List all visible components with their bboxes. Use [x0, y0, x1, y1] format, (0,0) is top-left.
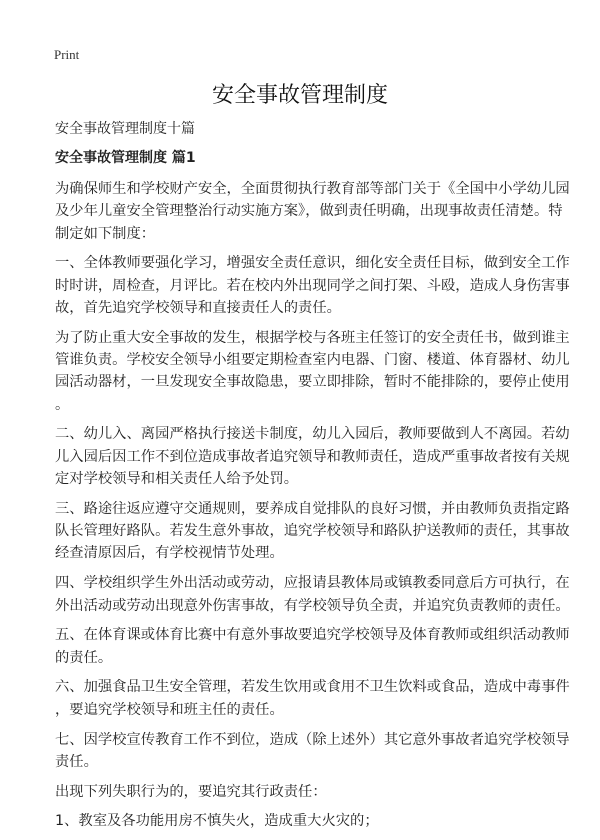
section-heading: 安全事故管理制度 篇1 — [55, 150, 196, 166]
paragraph-line: 及少年儿童安全管理整治行动实施方案》，做到责任明确，出现事故责任清楚。特 — [55, 203, 563, 220]
paragraph — [55, 572, 570, 617]
document-subtitle: 安全事故管理制度十篇 — [55, 121, 195, 137]
paragraph-line: 三、路途往返应遵守交通规则，要养成自觉排队的良好习惯，并由教师负责指定路 — [55, 500, 570, 517]
paragraph-line: 时时讲，周检查，月评比。若在校内外出现同学之间打架、斗殴，造成人身伤害事 — [55, 277, 570, 294]
paragraph-list — [55, 178, 570, 833]
paragraph — [55, 781, 555, 803]
paragraph-line: 制定如下制度： — [55, 225, 156, 242]
paragraph-line: 1、教室及各功能用房不慎失火，造成重大火灾的； — [55, 813, 379, 830]
paragraph-line: 为确保师生和学校财产安全，全面贯彻执行教育部等部门关于《全国中小学幼儿园 — [55, 181, 570, 197]
paragraph-line: 定对学校领导和相关责任人给予处罚。 — [55, 471, 299, 488]
paragraph — [55, 729, 570, 774]
paragraph — [55, 624, 570, 669]
print-link[interactable]: Print — [54, 47, 80, 62]
paragraph-line: 的责任。 — [55, 649, 113, 666]
paragraph-line: 六、加强食品卫生安全管理，若发生饮用或食用不卫生饮料或食品，造成中毒事件 — [55, 679, 570, 696]
paragraph-line: 故，首先追究学校领导和直接责任人的责任。 — [55, 299, 341, 316]
document-body — [55, 119, 570, 840]
paragraph — [55, 423, 570, 490]
paragraph-line: 队长管理好路队。若发生意外事故，追究学校领导和路队护送教师的责任，其事故 — [55, 523, 570, 540]
paragraph — [55, 327, 570, 416]
paragraph — [55, 676, 570, 721]
paragraph — [55, 498, 570, 565]
paragraph — [55, 810, 555, 832]
paragraph-line: 管谁负责。学校安全领导小组要定期检查室内电器、门窗、楼道、体育器材、幼儿 — [55, 352, 570, 369]
paragraph-line: 出现下列失职行为的，要追究其行政责任： — [55, 783, 327, 800]
paragraph-line: 儿入园后因工作不到位造成事故者追究领导和教师责任，造成严重事故者按有关规 — [55, 448, 570, 465]
paragraph-line: 一、全体教师要强化学习，增强安全责任意识，细化安全责任目标，做到安全工作 — [55, 255, 570, 272]
paragraph-line: ，要追究学校领导和班主任的责任。 — [55, 701, 284, 718]
paragraph-line: 为了防止重大安全事故的发生，根据学校与各班主任签订的安全责任书，做到谁主 — [55, 329, 570, 346]
paragraph — [55, 178, 570, 245]
paragraph-line: 四、学校组织学生外出活动或劳动，应报请县教体局或镇教委同意后方可执行，在 — [55, 575, 570, 592]
paragraph-line: 。 — [55, 396, 70, 413]
paragraph-line: 责任。 — [55, 753, 98, 770]
paragraph — [55, 252, 570, 319]
paragraph-line: 七、因学校宣传教育工作不到位，造成（除上述外）其它意外事故者追究学校领导 — [55, 731, 570, 748]
paragraph-line: 二、幼儿入、离园严格执行接送卡制度，幼儿入园后，教师要做到人不离园。若幼 — [55, 426, 570, 443]
document-title: 安全事故管理制度 — [211, 83, 388, 108]
paragraph-line: 五、在体育课或体育比赛中有意外事故要追究学校领导及体育教师或组织活动教师 — [55, 627, 570, 644]
paragraph-line: 外出活动或劳动出现意外伤害事故，有学校领导负全责，并追究负责教师的责任。 — [55, 597, 570, 614]
paragraph-line: 园活动器材，一旦发现安全事故隐患，要立即排除，暂时不能排除的，要停止使用 — [55, 374, 570, 391]
paragraph-line: 经查清原因后，有学校视情节处理。 — [55, 545, 284, 562]
